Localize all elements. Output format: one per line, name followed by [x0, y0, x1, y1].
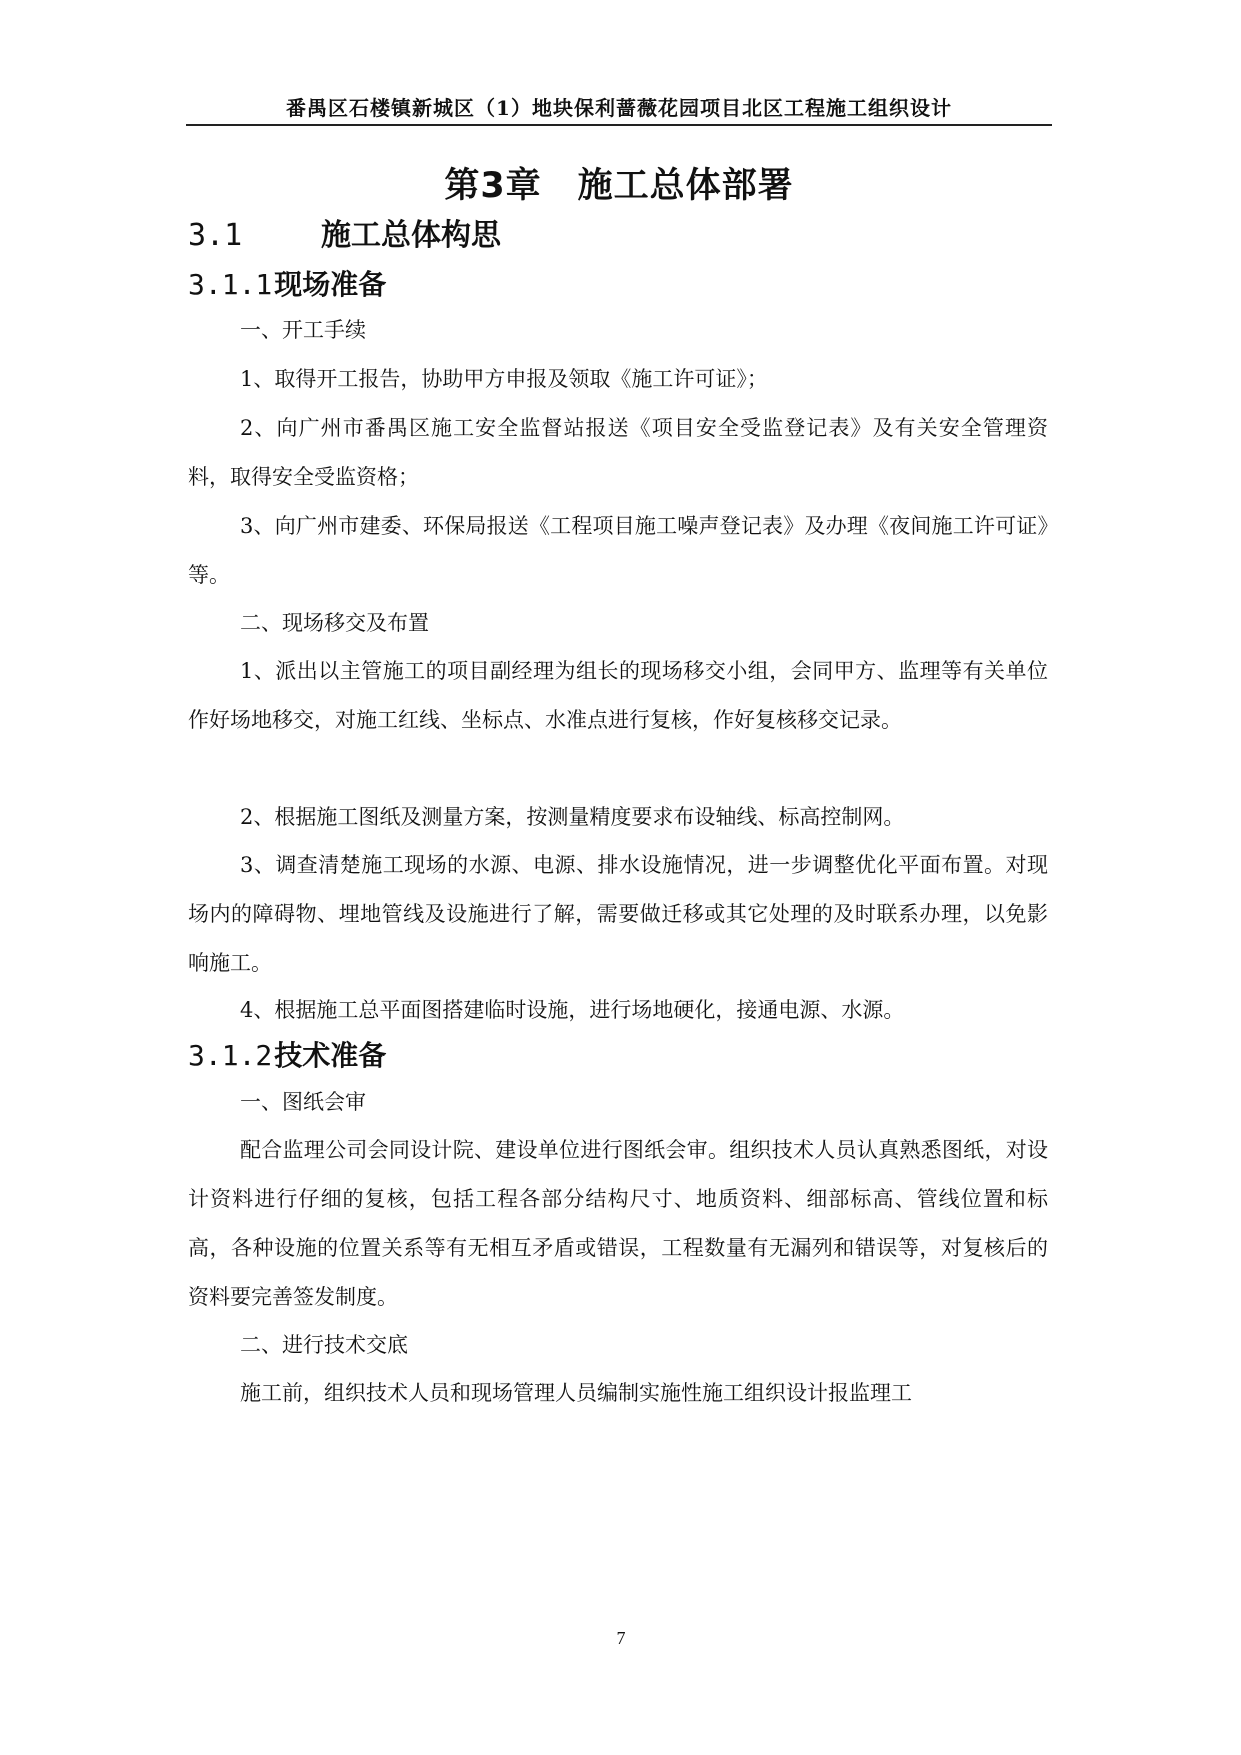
list-item: 1、派出以主管施工的项目副经理为组长的现场移交小组，会同甲方、监理等有关单位作好场地移交，对施工红线、坐标点、水准点进行复核，作好复核移交记录。: [188, 659, 1048, 732]
section-number: 3.1: [188, 218, 243, 253]
subsection-title: 技术准备: [274, 1039, 387, 1072]
chapter-number: 第3章: [444, 166, 542, 206]
page-number: 7: [616, 1628, 626, 1648]
subsection-title: 现场准备: [274, 268, 387, 301]
list-item: 3、向广州市建委、环保局报送《工程项目施工噪声登记表》及办理《夜间施工许可证》等。: [188, 514, 1048, 587]
list-item: 2、根据施工图纸及测量方案，按测量精度要求布设轴线、标高控制网。: [240, 805, 905, 829]
list-item: 1、取得开工报告，协助甲方申报及领取《施工许可证》；: [240, 367, 768, 391]
list-item: 2、向广州市番禺区施工安全监督站报送《项目安全受监登记表》及有关安全管理资料，取得安全受监资格；: [188, 416, 1048, 489]
list-heading: 一、开工手续: [240, 318, 366, 342]
list-heading: 二、现场移交及布置: [240, 611, 429, 635]
subsection-heading: [188, 263, 386, 303]
list-item: 4、根据施工总平面图搭建临时设施，进行场地硬化，接通电源、水源。: [240, 998, 905, 1022]
body-paragraph: 施工前，组织技术人员和现场管理人员编制实施性施工组织设计报监理工: [240, 1381, 912, 1405]
running-header: 番禺区石楼镇新城区（1）地块保利蔷薇花园项目北区工程施工组织设计: [286, 96, 952, 120]
subsection-heading: [188, 1034, 386, 1074]
list-item: 3、调查清楚施工现场的水源、电源、排水设施情况，进一步调整优化平面布置。对现场内的障碍物、埋地管线及设施进行了解，需要做迁移或其它处理的及时联系办理，以免影响施工。: [188, 853, 1048, 975]
list-heading: 二、进行技术交底: [240, 1333, 408, 1357]
header-rule: [186, 124, 1052, 126]
chapter-title-text: 施工总体部署: [577, 166, 794, 206]
subsection-number: 3.1.2: [188, 1039, 273, 1072]
chapter-title: [186, 158, 1052, 208]
body-paragraph: 配合监理公司会同设计院、建设单位进行图纸会审。组织技术人员认真熟悉图纸，对设计资料进行仔细的复核，包括工程各部分结构尺寸、地质资料、细部标高、管线位置和标高，各种设施的位置关系等有无相互矛盾或错误，工程数量有无漏列和错误等，对复核后的资料要完善签发制度。: [188, 1138, 1048, 1309]
section-title: 施工总体构思: [321, 218, 501, 253]
section-heading: [188, 210, 501, 254]
subsection-number: 3.1.1: [188, 268, 273, 301]
list-heading: 一、图纸会审: [240, 1090, 366, 1114]
